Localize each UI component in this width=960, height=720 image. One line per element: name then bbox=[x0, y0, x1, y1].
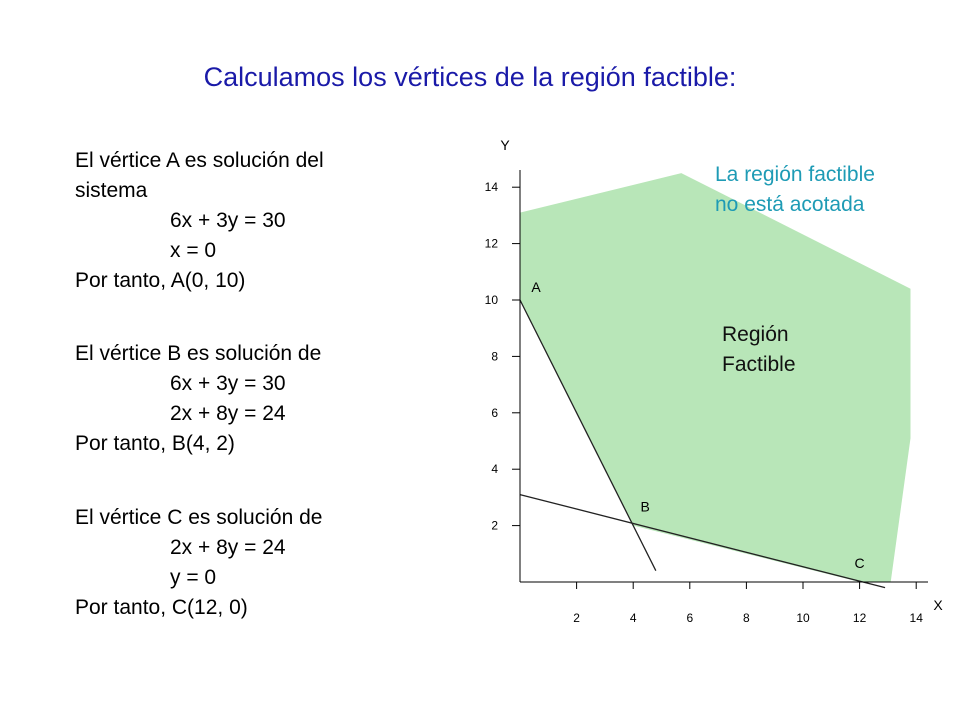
vertex-a-result: Por tanto, A(0, 10) bbox=[75, 269, 246, 292]
vertex-c-equation-2: y = 0 bbox=[170, 566, 217, 589]
y-tick-label: 10 bbox=[484, 293, 498, 307]
region-label-line-1: Región bbox=[722, 323, 789, 346]
vertex-label-b: B bbox=[640, 498, 650, 515]
unbounded-note bbox=[715, 160, 875, 220]
vertex-label-c: C bbox=[854, 555, 865, 571]
y-axis-label: Y bbox=[500, 137, 510, 153]
x-tick-label: 8 bbox=[743, 611, 750, 625]
region-label-line-2: Factible bbox=[722, 353, 796, 376]
y-tick-label: 6 bbox=[491, 405, 498, 420]
x-tick-label: 14 bbox=[909, 611, 923, 625]
vertex-c-equation-1: 2x + 8y = 24 bbox=[170, 536, 286, 559]
unbounded-note-line-1: La región factible bbox=[715, 163, 875, 186]
x-tick-label: 4 bbox=[629, 611, 637, 625]
y-tick-label: 8 bbox=[491, 349, 498, 364]
x-tick-label: 12 bbox=[852, 611, 867, 625]
vertex-a-equation-1: 6x + 3y = 30 bbox=[170, 209, 286, 232]
vertex-b-equation-1: 6x + 3y = 30 bbox=[170, 372, 286, 395]
x-tick-label: 6 bbox=[686, 611, 694, 625]
vertex-label-a: A bbox=[531, 279, 541, 295]
y-tick-label: 14 bbox=[484, 180, 498, 195]
vertex-b-equation-2: 2x + 8y = 24 bbox=[170, 402, 286, 425]
region-label bbox=[722, 320, 796, 380]
x-tick-label: 2 bbox=[573, 611, 580, 625]
page-title: Calculamos los vértices de la región factible: bbox=[203, 62, 737, 92]
vertex-a-equation-2: x = 0 bbox=[170, 239, 217, 262]
vertex-b-intro: El vértice B es solución de bbox=[75, 342, 322, 365]
y-tick-label: 12 bbox=[484, 236, 498, 251]
y-tick-label: 2 bbox=[491, 518, 498, 533]
unbounded-note-line-2: no está acotada bbox=[715, 193, 865, 216]
vertex-c-result: Por tanto, C(12, 0) bbox=[75, 596, 248, 619]
vertex-a-intro: El vértice A es solución del bbox=[75, 149, 324, 172]
x-axis-label: X bbox=[933, 597, 943, 613]
feasible-region-area bbox=[520, 173, 911, 582]
vertex-a-intro-cont: sistema bbox=[75, 179, 148, 202]
vertex-c-intro: El vértice C es solución de bbox=[75, 506, 323, 529]
x-tick-label: 10 bbox=[796, 611, 810, 625]
y-tick-label: 4 bbox=[491, 462, 498, 477]
vertex-b-result: Por tanto, B(4, 2) bbox=[75, 432, 235, 455]
